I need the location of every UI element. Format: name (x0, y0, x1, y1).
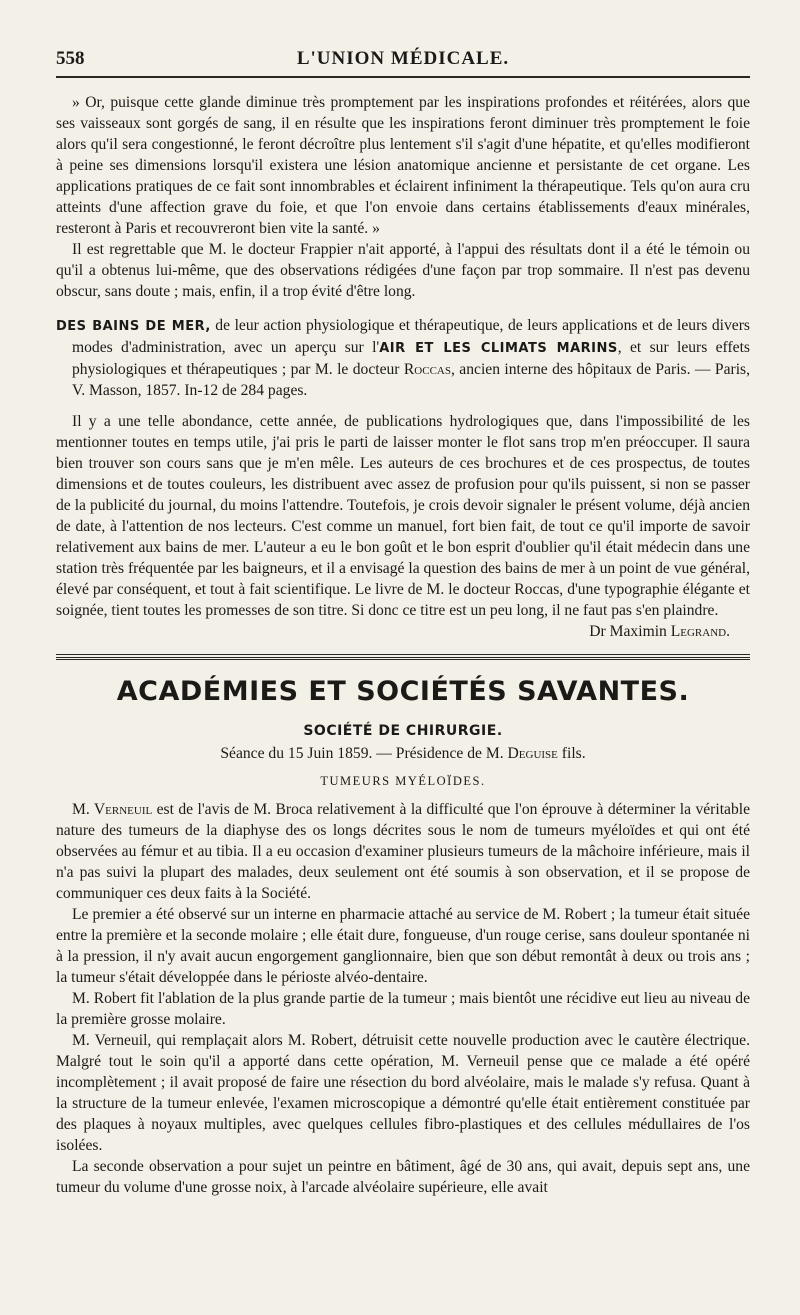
book-reference-text-3: , ancien interne des hôpitaux de Paris. — Paris, V. Masson, 1857. In-12 de 284 pages. (72, 361, 750, 399)
body-paragraph-2: Le premier a été observé sur un interne en pharmacie attaché au service de M. Robert ; la tumeur était située entre la première et la seconde molaire ; elle était dure, fongueuse, d'un rouge cerise, sans douleur spontanée ni à la pression, il n'y avait aucun engorgement ganglionnaire, bien que son début remontât à deux ou trois ans ; la tumeur s'était développée dans le périoste alvéo-dentaire. (56, 906, 750, 986)
book-subtitle: AIR ET LES CLIMATS MARINS (379, 341, 618, 356)
section-divider (56, 654, 750, 660)
signature-prefix: Dr Maximin (589, 623, 671, 640)
session-line (56, 743, 750, 764)
society-heading: SOCIÉTÉ DE CHIRURGIE. (303, 723, 503, 739)
session-prefix: Séance du 15 Juin 1859. — Présidence de M. (220, 745, 508, 762)
journal-title: L'UNION MÉDICALE. (296, 48, 510, 69)
book-reference (56, 315, 750, 401)
page-header (56, 48, 750, 78)
signature-name: Legrand. (670, 623, 730, 640)
signature (56, 621, 750, 642)
review-body: Il y a une telle abondance, cette année, de publications hydrologiques que, dans l'impossibilité de les mentionner toutes en temps utile, j'ai pris le parti de laisser monter le flot sans trop m'en préoccuper. Il saura bien trouver son cours sans que je m'en mêle. Les auteurs de ces brochures et de ces prospectus, de toutes dimensions et de toutes couleurs, les distribuent avec assez de profusion pour qu'ils puissent, si non se passer de la publicité du journal, du moins l'attendre. Toutefois, je crois devoir signaler le présent volume, déjà ancien de date, à l'attention de nos lecteurs. C'est comme un manuel, fort bien fait, de tout ce qu'il importe de savoir relativement aux bains de mer. L'auteur a eu le bon goût et le bon esprit d'oublier qu'il était médecin dans une station très fréquentée par les baigneurs, et il a envisagé la question des bains de mer à un point de vue général, élevé par conséquent, et tout à fait scientifique. Le livre de M. le docteur Roccas, d'une typographie élégante et soignée, tient toutes les promesses de son titre. Si donc ce titre est un peu long, il ne faut pas s'en plaindre. (56, 413, 750, 619)
book-title: DES BAINS DE MER, (56, 319, 211, 334)
book-reference-text-2: , et sur leurs effets physiologiques et thérapeutiques ; par M. le docteur (72, 339, 750, 378)
session-president: Deguise (507, 745, 558, 762)
body-paragraph-4: M. Verneuil, qui remplaçait alors M. Robert, détruisit cette nouvelle production avec le cautère électrique. Malgré tout le soin qu'il a apporté dans cette opération, M. Verneuil pense que ce malade a été opéré incomplètement ; il avait proposé de faire une résection du bord alvéolaire, mais le malade s'y refusa. Quant à la structure de la tumeur enlevée, l'examen microscopique a démontré qu'elle était entièrement constituée par des plaques à noyaux multiples, avec quelques cellules fibro-plastiques et des cellules médullaires de l'os isolées. (56, 1032, 750, 1154)
session-suffix: fils. (557, 745, 586, 762)
speaker-name: M. Verneuil (72, 801, 153, 818)
body-paragraph-1 (56, 799, 750, 904)
body-paragraph-5: La seconde observation a pour sujet un peintre en bâtiment, âgé de 30 ans, qui avait, depuis sept ans, une tumeur du volume d'une grosse noix, à l'arcade alvéolaire supérieure, elle avait (56, 1158, 750, 1196)
section-title: ACADÉMIES ET SOCIÉTÉS SAVANTES. (116, 676, 690, 707)
body-paragraph-3: M. Robert fit l'ablation de la plus grande partie de la tumeur ; mais bientôt une récidive eut lieu au niveau de la première grosse molaire. (56, 990, 750, 1028)
intro-paragraph-1: » Or, puisque cette glande diminue très promptement par les inspirations profondes et réitérées, alors que ses vaisseaux sont gorgés de sang, il en résulte que les inspirations feront diminuer très promptement le foie alors qu'il sera congestionné, le feront décroître plus lentement s'il s'agit d'une hépatite, et qu'elles modifieront à peine ses dimensions lorsqu'il existera une lésion anatomique ancienne et persistante de cet organe. Les applications pratiques de ce fait sont innombrables et éclairent infiniment la thérapeutique. Tels qu'on aura cru atteints d'une affection grave du foie, et que l'on envoie dans certains établissements d'eaux minérales, resteront à Paris et recouvreront bien vite la santé. » (56, 94, 750, 237)
topic-heading: TUMEURS MYÉLOÏDES. (320, 774, 486, 788)
book-reference-text-1: de leur action physiologique et thérapeutique, de leurs applications et de leurs divers modes d'administration, avec un aperçu sur l' (72, 317, 750, 356)
page-number: 558 (56, 48, 85, 69)
intro-paragraph-2: Il est regrettable que M. le docteur Frappier n'ait apporté, à l'appui des résultats dont il a été le témoin ou qu'il a obtenus lui-même, que des observations rédigées d'une façon par trop sommaire. Il n'est pas devenu obscur, sans doute ; mais, enfin, il a trop évité d'être long. (56, 241, 750, 300)
body-paragraph-1-text: est de l'avis de M. Broca relativement à la difficulté que l'on éprouve à déterminer la véritable nature des tumeurs de la diaphyse des os longs décrites sous le nom de tumeurs myéloïdes et qui ont été observées au fémur et au tibia. Il a eu occasion d'examiner plusieurs tumeurs de la mâchoire inférieure, mais il n'a pas suivi la plupart des malades, deux seulement ont été soumis à son observation, et il se propose de communiquer ces deux faits à la Société. (56, 801, 751, 902)
book-author: Roccas (403, 361, 451, 378)
